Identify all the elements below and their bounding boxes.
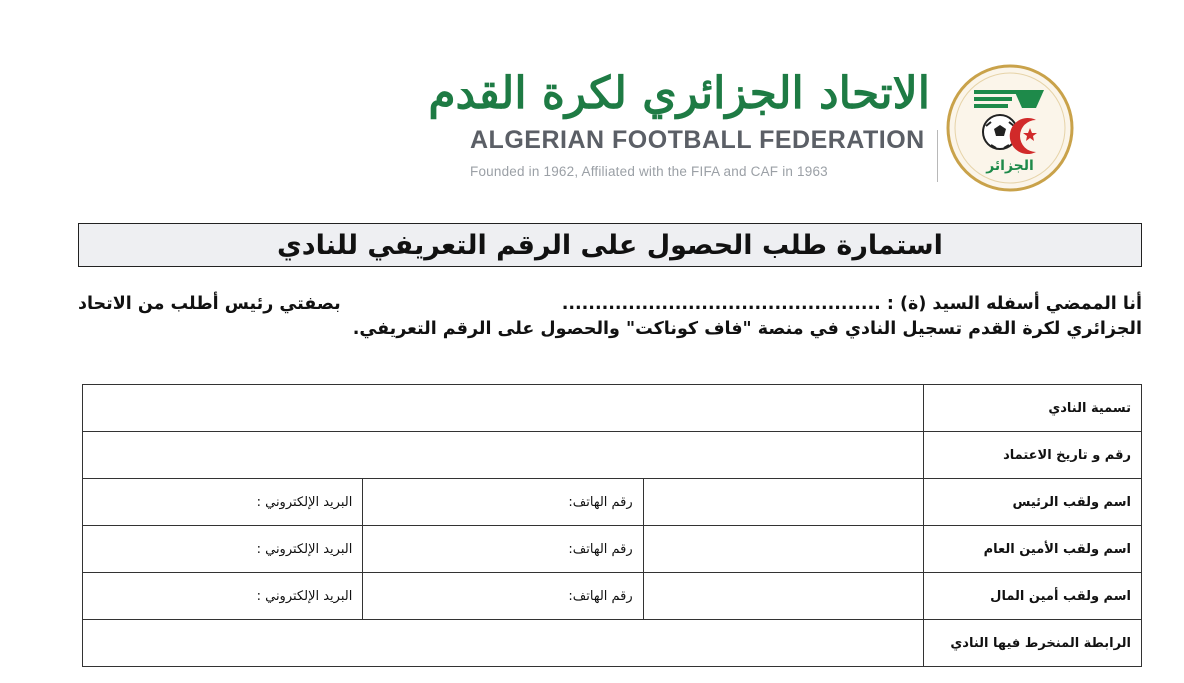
row-label-league: الرابطة المنخرط فيها النادي xyxy=(924,620,1142,667)
president-email-label: البريد الإلكتروني : xyxy=(256,494,353,510)
header-divider xyxy=(937,130,938,182)
federation-emblem-icon xyxy=(944,62,1076,194)
treasurer-phone-field[interactable]: رقم الهاتف: xyxy=(363,573,643,620)
treasurer-name-field[interactable] xyxy=(643,573,923,620)
letterhead xyxy=(0,60,1184,200)
applicant-statement xyxy=(78,292,1142,342)
row-label-secretary: اسم ولقب الأمين العام xyxy=(924,526,1142,573)
brand-arabic: الاتحاد الجزائري لكرة القدم xyxy=(428,68,930,119)
row-label-club-name: تسمية النادي xyxy=(924,385,1142,432)
secretary-name-field[interactable] xyxy=(643,526,923,573)
row-label-accreditation: رقم و تاريخ الاعتماد xyxy=(924,432,1142,479)
president-phone-field[interactable]: رقم الهاتف: xyxy=(363,479,643,526)
form-title: استمارة طلب الحصول على الرقم التعريفي للنادي xyxy=(277,229,943,261)
form-title-box xyxy=(78,223,1142,267)
club-info-table xyxy=(82,384,1142,667)
row-label-treasurer: اسم ولقب أمين المال xyxy=(924,573,1142,620)
secretary-email-field[interactable]: البريد الإلكتروني : xyxy=(83,526,363,573)
table-row xyxy=(83,432,1142,479)
brand-english: ALGERIAN FOOTBALL FEDERATION xyxy=(470,126,925,154)
statement-part2: بصفتي رئيس أطلب من الاتحاد xyxy=(78,294,341,314)
statement-line2: الجزائري لكرة القدم تسجيل النادي في منصة "فاف كوناكت" والحصول على الرقم التعريفي. xyxy=(352,319,1142,339)
table-row xyxy=(83,573,1142,620)
secretary-phone-field[interactable]: رقم الهاتف: xyxy=(363,526,643,573)
table-row xyxy=(83,620,1142,667)
club-name-field[interactable] xyxy=(83,385,924,432)
row-label-president: اسم ولقب الرئيس xyxy=(924,479,1142,526)
table-row xyxy=(83,526,1142,573)
emblem-text: الجزائر xyxy=(986,158,1034,174)
statement-part1: أنا الممضي أسفله السيد (ة) : ................................................ xyxy=(561,294,1142,314)
table-row xyxy=(83,385,1142,432)
president-name-field[interactable] xyxy=(643,479,923,526)
president-email-field[interactable] xyxy=(83,479,363,526)
accreditation-field[interactable] xyxy=(83,432,924,479)
table-row xyxy=(83,479,1142,526)
league-field[interactable] xyxy=(83,620,924,667)
treasurer-email-field[interactable]: البريد الإلكتروني : xyxy=(83,573,363,620)
brand-tagline: Founded in 1962, Affiliated with the FIFA and CAF in 1963 xyxy=(470,164,828,179)
